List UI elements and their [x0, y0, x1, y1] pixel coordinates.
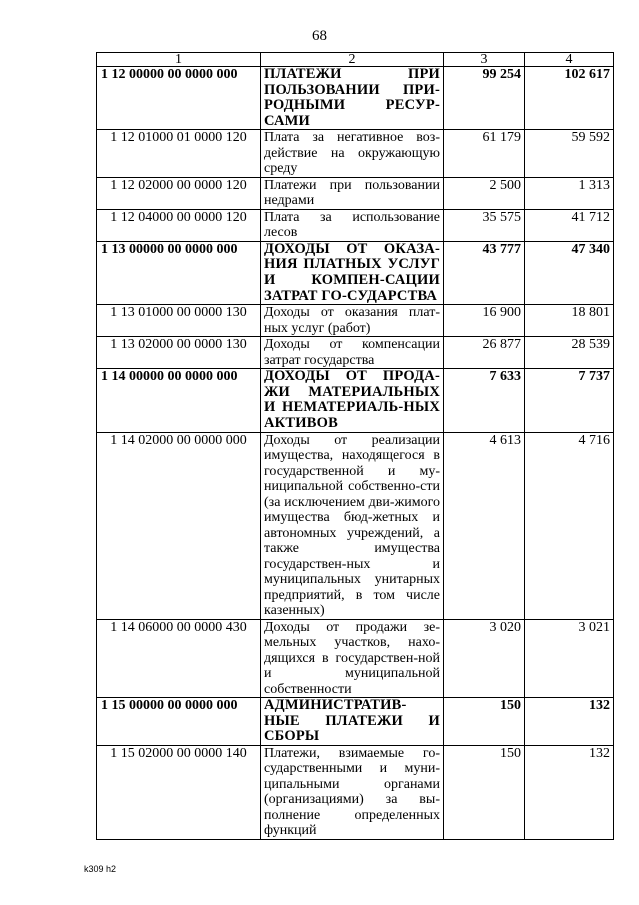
footer-code: k309 h2 [84, 864, 117, 874]
value-col4-cell: 18 801 [525, 305, 614, 337]
table-row [97, 305, 614, 337]
budget-code-cell: 1 13 00000 00 0000 000 [97, 241, 261, 304]
value-col4-cell: 28 539 [525, 337, 614, 369]
value-col3-cell: 2 500 [444, 177, 525, 209]
budget-code-cell: 1 13 01000 00 0000 130 [97, 305, 261, 337]
value-col3-cell: 61 179 [444, 130, 525, 178]
value-col3-cell: 99 254 [444, 67, 525, 130]
column-header: 2 [261, 53, 444, 67]
column-header: 4 [525, 53, 614, 67]
value-col3-cell: 26 877 [444, 337, 525, 369]
column-header: 1 [97, 53, 261, 67]
budget-code-cell: 1 12 01000 01 0000 120 [97, 130, 261, 178]
table-section-row [97, 67, 614, 130]
table-header-row [97, 53, 614, 67]
item-name-cell: Плата за использование лесов [261, 209, 444, 241]
value-col4-cell: 132 [525, 698, 614, 746]
value-col4-cell: 7 737 [525, 369, 614, 432]
value-col4-cell: 132 [525, 745, 614, 839]
item-name-cell: Плата за негативное воз-действие на окружающую среду [261, 130, 444, 178]
item-name-cell: ПЛАТЕЖИ ПРИ ПОЛЬЗОВАНИИ ПРИ-РОДНЫМИ РЕСУР-САМИ [261, 67, 444, 130]
table-row [97, 209, 614, 241]
budget-code-cell: 1 14 06000 00 0000 430 [97, 619, 261, 698]
table-section-row [97, 698, 614, 746]
table-row [97, 337, 614, 369]
value-col3-cell: 150 [444, 745, 525, 839]
item-name-cell: ДОХОДЫ ОТ ПРОДА-ЖИ МАТЕРИАЛЬНЫХ И НЕМАТЕРИАЛЬ-НЫХ АКТИВОВ [261, 369, 444, 432]
item-name-cell: Платежи, взимаемые го-сударственными и муни-ципальными органами (организациями) за вы-полнение определенных функций [261, 745, 444, 839]
value-col3-cell: 4 613 [444, 432, 525, 619]
value-col4-cell: 41 712 [525, 209, 614, 241]
table-row [97, 130, 614, 178]
item-name-cell: Доходы от реализации имущества, находящегося в государственной и му-ниципальной собственно-сти (за исключением дви-жимого имущества бюд-жетных и автономных учреждений, а также имущества государствен-ных и муниципальных унитарных предприятий, в том числе казенных) [261, 432, 444, 619]
budget-code-cell: 1 15 02000 00 0000 140 [97, 745, 261, 839]
table-section-row [97, 241, 614, 304]
value-col3-cell: 43 777 [444, 241, 525, 304]
value-col3-cell: 16 900 [444, 305, 525, 337]
budget-code-cell: 1 12 02000 00 0000 120 [97, 177, 261, 209]
value-col3-cell: 3 020 [444, 619, 525, 698]
budget-code-cell: 1 14 00000 00 0000 000 [97, 369, 261, 432]
value-col4-cell: 1 313 [525, 177, 614, 209]
item-name-cell: АДМИНИСТРАТИВ-НЫЕ ПЛАТЕЖИ И СБОРЫ [261, 698, 444, 746]
value-col4-cell: 4 716 [525, 432, 614, 619]
item-name-cell: Доходы от продажи зе-мельных участков, нахо-дящихся в государствен-ной и муниципальной собственности [261, 619, 444, 698]
table-row [97, 619, 614, 698]
table-row [97, 177, 614, 209]
item-name-cell: Доходы от оказания плат-ных услуг (работ) [261, 305, 444, 337]
budget-code-cell: 1 12 00000 00 0000 000 [97, 67, 261, 130]
table-section-row [97, 369, 614, 432]
page-number: 68 [312, 28, 327, 44]
value-col4-cell: 3 021 [525, 619, 614, 698]
table-row [97, 745, 614, 839]
budget-code-cell: 1 15 00000 00 0000 000 [97, 698, 261, 746]
column-header: 3 [444, 53, 525, 67]
value-col4-cell: 59 592 [525, 130, 614, 178]
budget-code-cell: 1 12 04000 00 0000 120 [97, 209, 261, 241]
budget-code-cell: 1 13 02000 00 0000 130 [97, 337, 261, 369]
item-name-cell: Доходы от компенсации затрат государства [261, 337, 444, 369]
item-name-cell: ДОХОДЫ ОТ ОКАЗА-НИЯ ПЛАТНЫХ УСЛУГ И КОМПЕН-САЦИИ ЗАТРАТ ГО-СУДАРСТВА [261, 241, 444, 304]
value-col3-cell: 7 633 [444, 369, 525, 432]
revenue-table [96, 52, 614, 840]
budget-code-cell: 1 14 02000 00 0000 000 [97, 432, 261, 619]
value-col4-cell: 102 617 [525, 67, 614, 130]
value-col3-cell: 150 [444, 698, 525, 746]
table-row [97, 432, 614, 619]
table-body [97, 67, 614, 840]
item-name-cell: Платежи при пользовании недрами [261, 177, 444, 209]
value-col4-cell: 47 340 [525, 241, 614, 304]
value-col3-cell: 35 575 [444, 209, 525, 241]
